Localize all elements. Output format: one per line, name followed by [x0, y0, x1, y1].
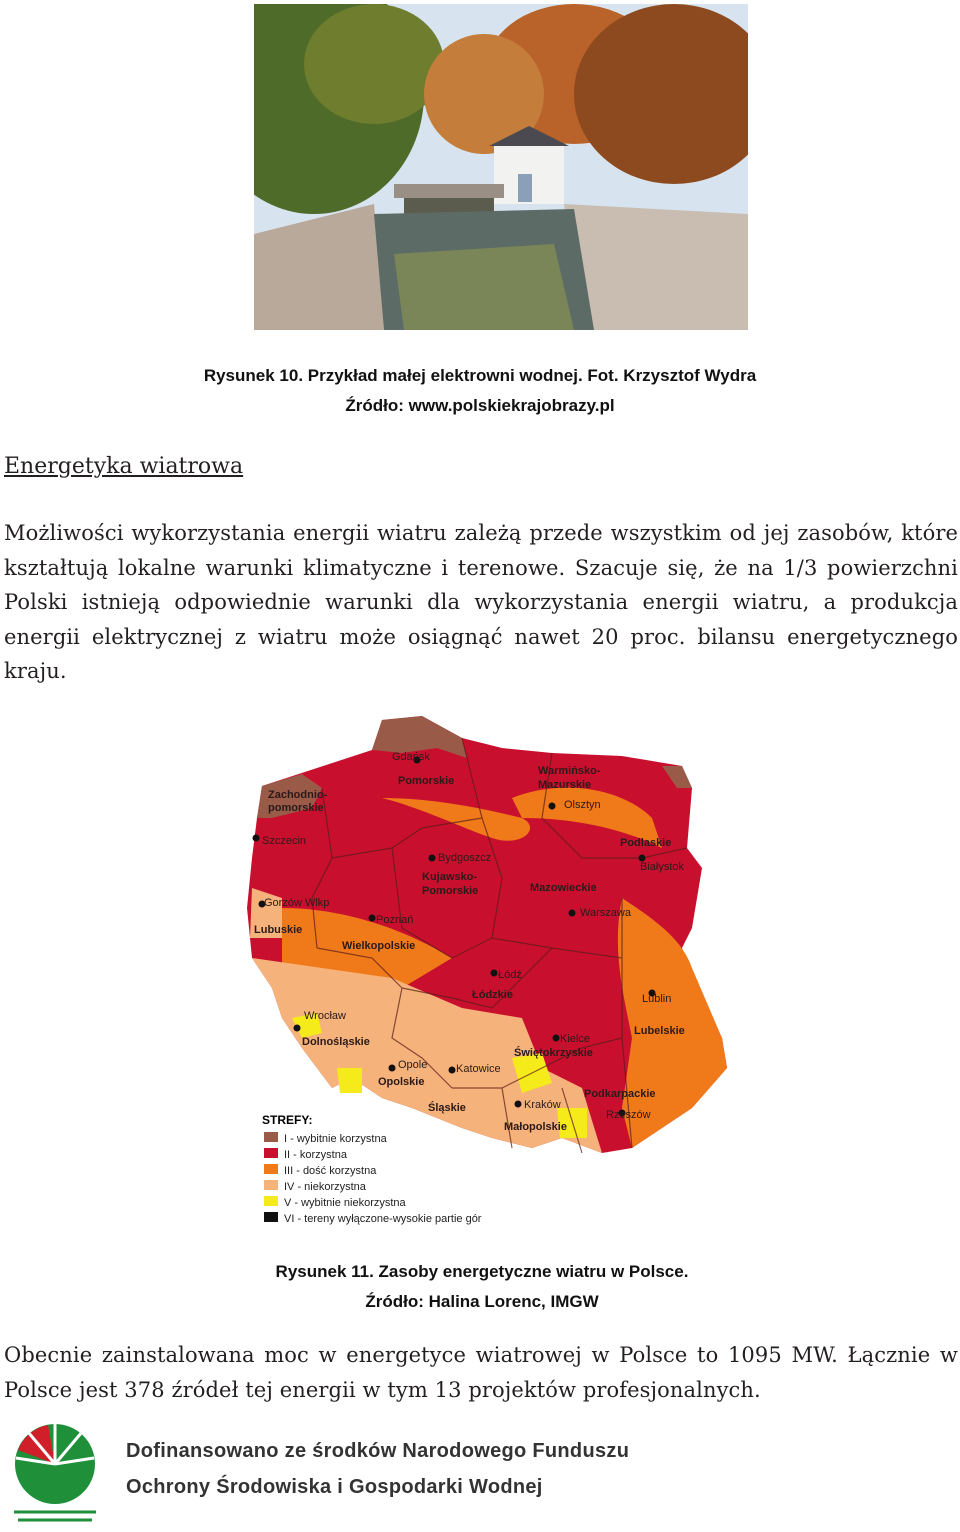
- region-label: Opolskie: [378, 1076, 425, 1088]
- region-label: Warmińsko-: [538, 765, 601, 777]
- city-label: Warszawa: [580, 907, 631, 919]
- figure11-caption-line2: Źródło: Halina Lorenc, IMGW: [365, 1292, 599, 1311]
- region-label: Mazurskie: [538, 779, 592, 791]
- city-label: Rzeszów: [606, 1109, 651, 1121]
- region-label: Wielkopolskie: [342, 940, 416, 952]
- legend-swatch-iii: [264, 1164, 278, 1174]
- wind-zones-map: [222, 708, 732, 1228]
- legend-swatch-i: [264, 1132, 278, 1142]
- legend-swatch-iv: [264, 1180, 278, 1190]
- region-label: Małopolskie: [504, 1121, 567, 1133]
- region-label: Mazowieckie: [530, 882, 597, 894]
- city-label: Opole: [398, 1059, 428, 1071]
- legend-swatch-vi: [264, 1212, 278, 1222]
- region-label: Dolnośląskie: [302, 1036, 370, 1048]
- city-label: Wrocław: [304, 1010, 346, 1022]
- city-label: Bydgoszcz: [438, 852, 492, 864]
- footer-funding-line1: Dofinansowano ze środków Narodowego Funduszu: [126, 1440, 630, 1462]
- figure10-caption-line2: Źródło: www.polskiekrajobrazy.pl: [345, 396, 615, 415]
- legend-item: II - korzystna: [284, 1149, 347, 1161]
- legend-item: VI - tereny wyłączone-wysokie partie gór: [284, 1213, 482, 1225]
- paragraph-installed-capacity: Obecnie zainstalowana moc w energetyce wiatrowej w Polsce to 1095 MW. Łącznie w Polsce jest 378 źródeł tej energii w tym 13 projektów profesjonalnych.: [4, 1343, 958, 1402]
- legend-item: I - wybitnie korzystna: [284, 1133, 387, 1145]
- city-label: Szczecin: [262, 835, 307, 847]
- section-heading: Energetyka wiatrowa: [4, 454, 244, 479]
- city-label: Poznań: [376, 914, 414, 926]
- region-label: Lubuskie: [254, 924, 303, 936]
- region-label: Podkarpackie: [584, 1088, 656, 1100]
- nfosigw-logo: [8, 1420, 102, 1526]
- city-label: Gdańsk: [392, 751, 430, 763]
- paragraph-wind-potential: Możliwości wykorzystania energii wiatru zależą przede wszystkim od jej zasobów, które kształtują lokalne warunki klimatyczne i terenowe. Szacuje się, że na 1/3 powierzchni Polski istnieją odpowiednie warunki dla wykorzystania energii wiatru, a produkcja energii elektrycznej z wiatru może osiągnąć nawet 20 proc. bilansu energetycznego kraju.: [4, 521, 958, 683]
- legend-swatch-ii: [264, 1148, 278, 1158]
- legend-item: III - dość korzystna: [284, 1165, 377, 1177]
- region-label: Pomorskie: [422, 885, 479, 897]
- legend-item: IV - niekorzystna: [284, 1181, 366, 1193]
- city-label: Łódź: [498, 969, 522, 981]
- region-label: Lubelskie: [634, 1025, 685, 1037]
- city-label: Kraków: [524, 1099, 561, 1111]
- region-label: Kujawsko-: [422, 871, 478, 883]
- city-label: Gorzów Wlkp: [264, 897, 330, 909]
- figure10-caption-line1: Rysunek 10. Przykład małej elektrowni wodnej. Fot. Krzysztof Wydra: [203, 366, 757, 385]
- city-label: Olsztyn: [564, 799, 601, 811]
- city-label: Białystok: [640, 861, 685, 873]
- map-legend: [262, 1113, 482, 1225]
- region-label: Zachodnio-: [268, 789, 328, 801]
- region-label: pomorskie: [268, 802, 324, 814]
- footer-funding-line2: Ochrony Środowiska i Gospodarki Wodnej: [126, 1476, 543, 1498]
- city-label: Kielce: [560, 1033, 590, 1045]
- hydro-plant-photo: [254, 4, 748, 330]
- legend-item: V - wybitnie niekorzystna: [284, 1197, 406, 1209]
- city-label: Katowice: [456, 1063, 501, 1075]
- region-label: Świętokrzyskie: [514, 1047, 593, 1059]
- city-label: Lublin: [642, 993, 672, 1005]
- region-label: Śląskie: [428, 1102, 466, 1114]
- legend-swatch-v: [264, 1196, 278, 1206]
- legend-title: STREFY:: [262, 1113, 313, 1127]
- region-label: Pomorskie: [398, 775, 455, 787]
- region-label: Podlaskie: [620, 837, 672, 849]
- region-label: Łódzkie: [472, 989, 513, 1001]
- figure11-caption-line1: Rysunek 11. Zasoby energetyczne wiatru w Polsce.: [275, 1262, 689, 1281]
